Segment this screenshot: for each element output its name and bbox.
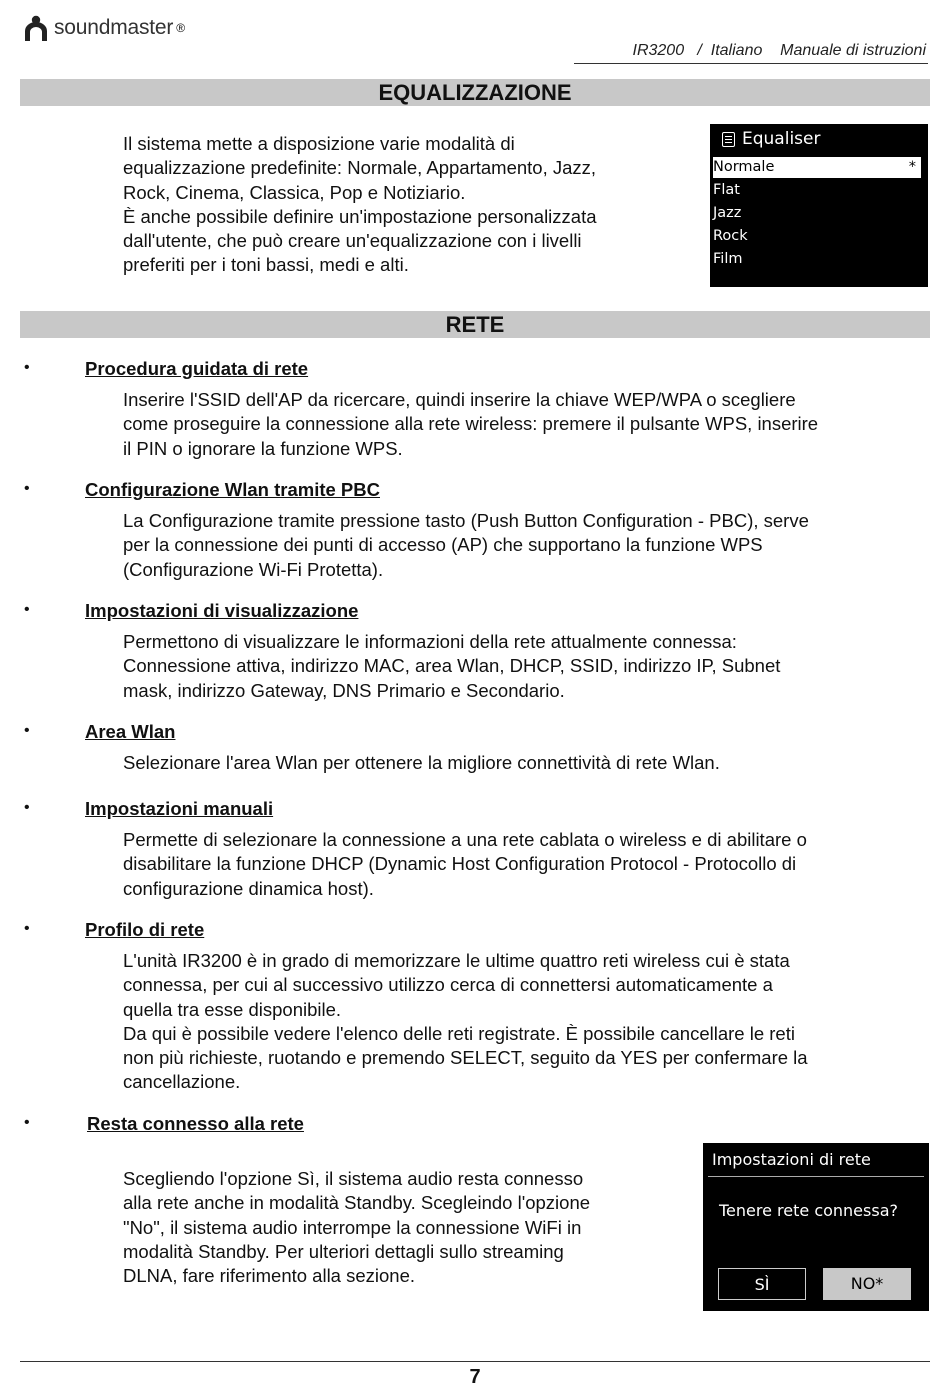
text-line: disabilitare la funzione DHCP (Dynamic Host Configuration Protocol - Protocollo di xyxy=(123,853,797,875)
text-line: quella tra esse disponibile. xyxy=(123,998,342,1020)
section-title-network: RETE xyxy=(20,311,930,338)
text-line: equalizzazione predefinite: Normale, Appartamento, Jazz, xyxy=(123,157,597,179)
text-line: Il sistema mette a disposizione varie modalità di xyxy=(123,133,515,154)
equaliser-item: Rock xyxy=(713,228,748,244)
footer-rule xyxy=(20,1361,930,1362)
item-body-stay-connected xyxy=(123,1167,683,1288)
equaliser-item-label: Normale xyxy=(713,159,775,175)
item-title-wlan-area: Area Wlan xyxy=(85,721,176,742)
text-line: "No", il sistema audio interrompe la connessione WiFi in xyxy=(123,1216,582,1238)
soundmaster-logo-icon xyxy=(22,14,50,42)
section-title-equalizer: EQUALIZZAZIONE xyxy=(20,79,930,106)
text-line: come proseguire la connessione alla rete wireless: premere il pulsante WPS, inserire xyxy=(123,413,819,435)
header-rule xyxy=(574,63,928,64)
item-title-network-wizard: Procedura guidata di rete xyxy=(85,358,309,379)
text-line: connessa, per cui al successivo utilizzo cerca di connettersi automaticamente a xyxy=(123,974,773,996)
text-line: Rock, Cinema, Classica, Pop e Notiziario. xyxy=(123,181,466,203)
text-line: alla rete anche in modalità Standby. Scegleindo l'opzione xyxy=(123,1192,591,1214)
text-line: mask, indirizzo Gateway, DNS Primario e Secondario. xyxy=(123,679,565,701)
equaliser-item: Flat xyxy=(713,182,740,198)
text-line: Selezionare l'area Wlan per ottenere la migliore connettività di rete Wlan. xyxy=(123,752,720,773)
text-line: DLNA, fare riferimento alla sezione. xyxy=(123,1265,416,1287)
bullet-icon: • xyxy=(24,799,30,816)
item-body-network-wizard xyxy=(123,388,928,461)
selected-marker: * xyxy=(908,159,916,175)
text-line: cancellazione. xyxy=(123,1071,241,1093)
network-settings-screen-image xyxy=(703,1143,929,1311)
equalizer-description xyxy=(123,132,693,278)
text-line: L'unità IR3200 è in grado di memorizzare le ultime quattro reti wireless cui è stata xyxy=(123,950,790,971)
equaliser-screen-title xyxy=(722,129,820,149)
item-body-wlan-pbc xyxy=(123,509,928,582)
text-line: dall'utente, che può creare un'equalizzazione con i livelli xyxy=(123,230,582,252)
equaliser-screen-image xyxy=(710,124,928,287)
brand-name: soundmaster xyxy=(54,16,174,39)
bullet-icon: • xyxy=(24,359,30,376)
network-screen-divider xyxy=(708,1176,924,1177)
text-line: preferiti per i toni bassi, medi e alti. xyxy=(123,254,409,276)
text-line: È anche possibile definire un'impostazione personalizzata xyxy=(123,205,597,227)
bullet-icon: • xyxy=(24,601,30,618)
bullet-icon: • xyxy=(24,480,30,497)
list-icon xyxy=(722,132,735,147)
item-body-network-profile xyxy=(123,949,928,1095)
registered-mark: ® xyxy=(176,21,186,35)
network-screen-title: Impostazioni di rete xyxy=(712,1150,871,1169)
text-line: Scegliendo l'opzione Sì, il sistema audio resta connesso xyxy=(123,1168,584,1189)
text-line: il PIN o ignorare la funzione WPS. xyxy=(123,437,403,459)
item-title-view-settings: Impostazioni di visualizzazione xyxy=(85,600,359,621)
yes-option: SÌ xyxy=(718,1268,806,1300)
text-line: Permette di selezionare la connessione a una rete cablata o wireless e di abilitare o xyxy=(123,829,807,850)
text-line: configurazione dinamica host). xyxy=(123,877,374,899)
equaliser-item: Film xyxy=(713,251,743,267)
text-line: (Configurazione Wi-Fi Protetta). xyxy=(123,558,384,580)
network-screen-question: Tenere rete connessa? xyxy=(719,1201,898,1220)
document-header-info: IR3200 / Italiano Manuale di istruzioni xyxy=(632,42,926,59)
page-number: 7 xyxy=(469,1366,481,1388)
item-body-view-settings xyxy=(123,630,928,703)
equaliser-title-text: Equaliser xyxy=(742,129,821,149)
bullet-icon: • xyxy=(24,1114,30,1131)
text-line: per la connessione dei punti di accesso (AP) che supportano la funzione WPS xyxy=(123,534,763,556)
brand-logo xyxy=(22,10,185,46)
equaliser-item: Jazz xyxy=(713,205,742,221)
text-line: non più richieste, ruotando e premendo SELECT, seguito da YES per confermare la xyxy=(123,1047,808,1069)
text-line: Permettono di visualizzare le informazioni della rete attualmente connessa: xyxy=(123,631,737,652)
text-line: Connessione attiva, indirizzo MAC, area Wlan, DHCP, SSID, indirizzo IP, Subnet xyxy=(123,655,781,677)
item-body-wlan-area xyxy=(123,751,928,775)
equaliser-item-selected xyxy=(713,157,921,178)
bullet-icon: • xyxy=(24,920,30,937)
item-title-stay-connected: Resta connesso alla rete xyxy=(87,1113,304,1134)
item-title-wlan-pbc: Configurazione Wlan tramite PBC xyxy=(85,479,380,500)
text-line: Da qui è possibile vedere l'elenco delle reti registrate. È possibile cancellare le reti xyxy=(123,1022,795,1044)
text-line: Inserire l'SSID dell'AP da ricercare, quindi inserire la chiave WEP/WPA o scegliere xyxy=(123,389,796,410)
no-option: NO* xyxy=(823,1268,911,1300)
item-title-manual-settings: Impostazioni manuali xyxy=(85,798,274,819)
text-line: La Configurazione tramite pressione tasto (Push Button Configuration - PBC), serve xyxy=(123,510,809,531)
item-body-manual-settings xyxy=(123,828,928,901)
item-title-network-profile: Profilo di rete xyxy=(85,919,205,940)
text-line: modalità Standby. Per ulteriori dettagli sullo streaming xyxy=(123,1240,564,1262)
bullet-icon: • xyxy=(24,722,30,739)
